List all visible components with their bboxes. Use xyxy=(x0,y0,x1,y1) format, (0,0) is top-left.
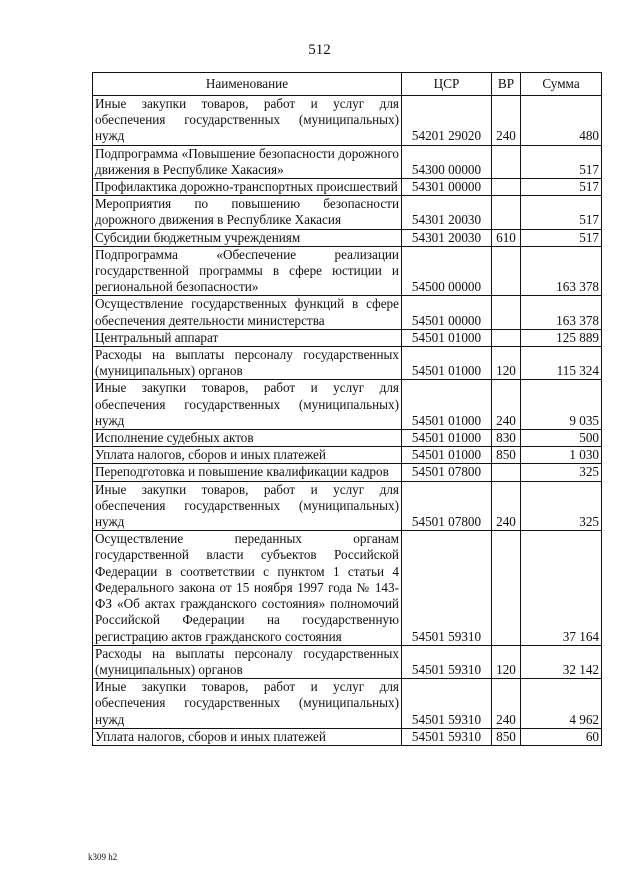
row-name-cell: Иные закупки товаров, работ и услуг для обеспечения государственных (муниципальных) нужд xyxy=(93,96,402,146)
row-name-cell: Иные закупки товаров, работ и услуг для обеспечения государственных (муниципальных) нужд xyxy=(93,380,402,430)
row-name-cell: Подпрограмма «Повышение безопасности дорожного движения в Республике Хакасия» xyxy=(93,145,402,178)
row-vr-cell: 850 xyxy=(492,447,521,464)
table-row xyxy=(93,347,602,380)
table-row xyxy=(93,645,602,678)
row-vr-cell: 830 xyxy=(492,430,521,447)
row-csr-cell: 54500 00000 xyxy=(402,246,492,296)
row-name-cell: Иные закупки товаров, работ и услуг для обеспечения государственных (муниципальных) нужд xyxy=(93,481,402,531)
row-sum-cell: 125 889 xyxy=(521,329,602,346)
row-sum-cell: 517 xyxy=(521,229,602,246)
row-sum-cell: 32 142 xyxy=(521,645,602,678)
row-csr-cell: 54501 01000 xyxy=(402,447,492,464)
header-name: Наименование xyxy=(93,73,402,96)
table-row xyxy=(93,179,602,196)
row-sum-cell: 1 030 xyxy=(521,447,602,464)
row-name-cell: Мероприятия по повышению безопасности дорожного движения в Республике Хакасия xyxy=(93,196,402,229)
row-name-cell: Уплата налогов, сборов и иных платежей xyxy=(93,447,402,464)
row-name-cell: Подпрограмма «Обеспечение реализации государственной программы в сфере юстиции и региональной безопасности» xyxy=(93,246,402,296)
row-sum-cell: 517 xyxy=(521,196,602,229)
row-vr-cell xyxy=(492,196,521,229)
row-sum-cell: 60 xyxy=(521,728,602,745)
row-csr-cell: 54501 59310 xyxy=(402,645,492,678)
row-name-cell: Исполнение судебных актов xyxy=(93,430,402,447)
header-row xyxy=(93,73,602,96)
row-sum-cell: 163 378 xyxy=(521,246,602,296)
row-vr-cell: 120 xyxy=(492,347,521,380)
row-name-cell: Уплата налогов, сборов и иных платежей xyxy=(93,728,402,745)
row-vr-cell xyxy=(492,145,521,178)
header-csr: ЦСР xyxy=(402,73,492,96)
row-csr-cell: 54501 01000 xyxy=(402,347,492,380)
row-sum-cell: 480 xyxy=(521,96,602,146)
row-vr-cell: 240 xyxy=(492,380,521,430)
row-csr-cell: 54501 59310 xyxy=(402,531,492,645)
row-vr-cell: 240 xyxy=(492,679,521,729)
row-vr-cell: 120 xyxy=(492,645,521,678)
row-vr-cell: 850 xyxy=(492,728,521,745)
table-row xyxy=(93,329,602,346)
row-sum-cell: 9 035 xyxy=(521,380,602,430)
row-sum-cell: 325 xyxy=(521,481,602,531)
row-sum-cell: 4 962 xyxy=(521,679,602,729)
table-row xyxy=(93,531,602,645)
row-name-cell: Расходы на выплаты персоналу государственных (муниципальных) органов xyxy=(93,645,402,678)
row-csr-cell: 54501 01000 xyxy=(402,380,492,430)
table-body xyxy=(93,96,602,746)
row-name-cell: Иные закупки товаров, работ и услуг для обеспечения государственных (муниципальных) нужд xyxy=(93,679,402,729)
table-row xyxy=(93,447,602,464)
row-vr-cell: 240 xyxy=(492,481,521,531)
footer-code: k309 h2 xyxy=(88,852,118,862)
row-name-cell: Расходы на выплаты персоналу государственных (муниципальных) органов xyxy=(93,347,402,380)
row-sum-cell: 115 324 xyxy=(521,347,602,380)
row-vr-cell: 610 xyxy=(492,229,521,246)
table-row xyxy=(93,728,602,745)
row-name-cell: Осуществление переданных органам государственной власти субъектов Российской Федерации в соответствии с пунктом 1 статьи 4 Федерального закона от 15 ноября 1997 года № 143-ФЗ «Об актах гражданского состояния» полномочий Российской Федерации на государственную регистрацию актов гражданского состояния xyxy=(93,531,402,645)
row-csr-cell: 54501 00000 xyxy=(402,296,492,329)
row-vr-cell xyxy=(492,329,521,346)
table-row xyxy=(93,145,602,178)
header-vr: ВР xyxy=(492,73,521,96)
row-sum-cell: 325 xyxy=(521,464,602,481)
row-csr-cell: 54501 01000 xyxy=(402,329,492,346)
table-row xyxy=(93,96,602,146)
row-csr-cell: 54201 29020 xyxy=(402,96,492,146)
table-row xyxy=(93,229,602,246)
header-sum: Сумма xyxy=(521,73,602,96)
row-vr-cell xyxy=(492,296,521,329)
table-row xyxy=(93,246,602,296)
table-row xyxy=(93,481,602,531)
row-sum-cell: 517 xyxy=(521,179,602,196)
row-csr-cell: 54501 59310 xyxy=(402,728,492,745)
row-csr-cell: 54501 07800 xyxy=(402,481,492,531)
row-csr-cell: 54501 59310 xyxy=(402,679,492,729)
row-csr-cell: 54501 01000 xyxy=(402,430,492,447)
table-row xyxy=(93,430,602,447)
row-csr-cell: 54301 20030 xyxy=(402,196,492,229)
row-name-cell: Переподготовка и повышение квалификации кадров xyxy=(93,464,402,481)
row-name-cell: Профилактика дорожно-транспортных происшествий xyxy=(93,179,402,196)
table-row xyxy=(93,464,602,481)
row-name-cell: Субсидии бюджетным учреждениям xyxy=(93,229,402,246)
row-name-cell: Осуществление государственных функций в сфере обеспечения деятельности министерства xyxy=(93,296,402,329)
table-row xyxy=(93,380,602,430)
table-row xyxy=(93,196,602,229)
row-csr-cell: 54301 00000 xyxy=(402,179,492,196)
row-sum-cell: 500 xyxy=(521,430,602,447)
row-vr-cell xyxy=(492,464,521,481)
row-vr-cell: 240 xyxy=(492,96,521,146)
row-sum-cell: 517 xyxy=(521,145,602,178)
row-sum-cell: 163 378 xyxy=(521,296,602,329)
budget-table xyxy=(92,72,602,746)
row-csr-cell: 54501 07800 xyxy=(402,464,492,481)
page-number: 512 xyxy=(308,42,331,58)
row-vr-cell xyxy=(492,179,521,196)
row-name-cell: Центральный аппарат xyxy=(93,329,402,346)
table-row xyxy=(93,296,602,329)
row-sum-cell: 37 164 xyxy=(521,531,602,645)
row-csr-cell: 54301 20030 xyxy=(402,229,492,246)
table-row xyxy=(93,679,602,729)
row-vr-cell xyxy=(492,246,521,296)
row-csr-cell: 54300 00000 xyxy=(402,145,492,178)
row-vr-cell xyxy=(492,531,521,645)
